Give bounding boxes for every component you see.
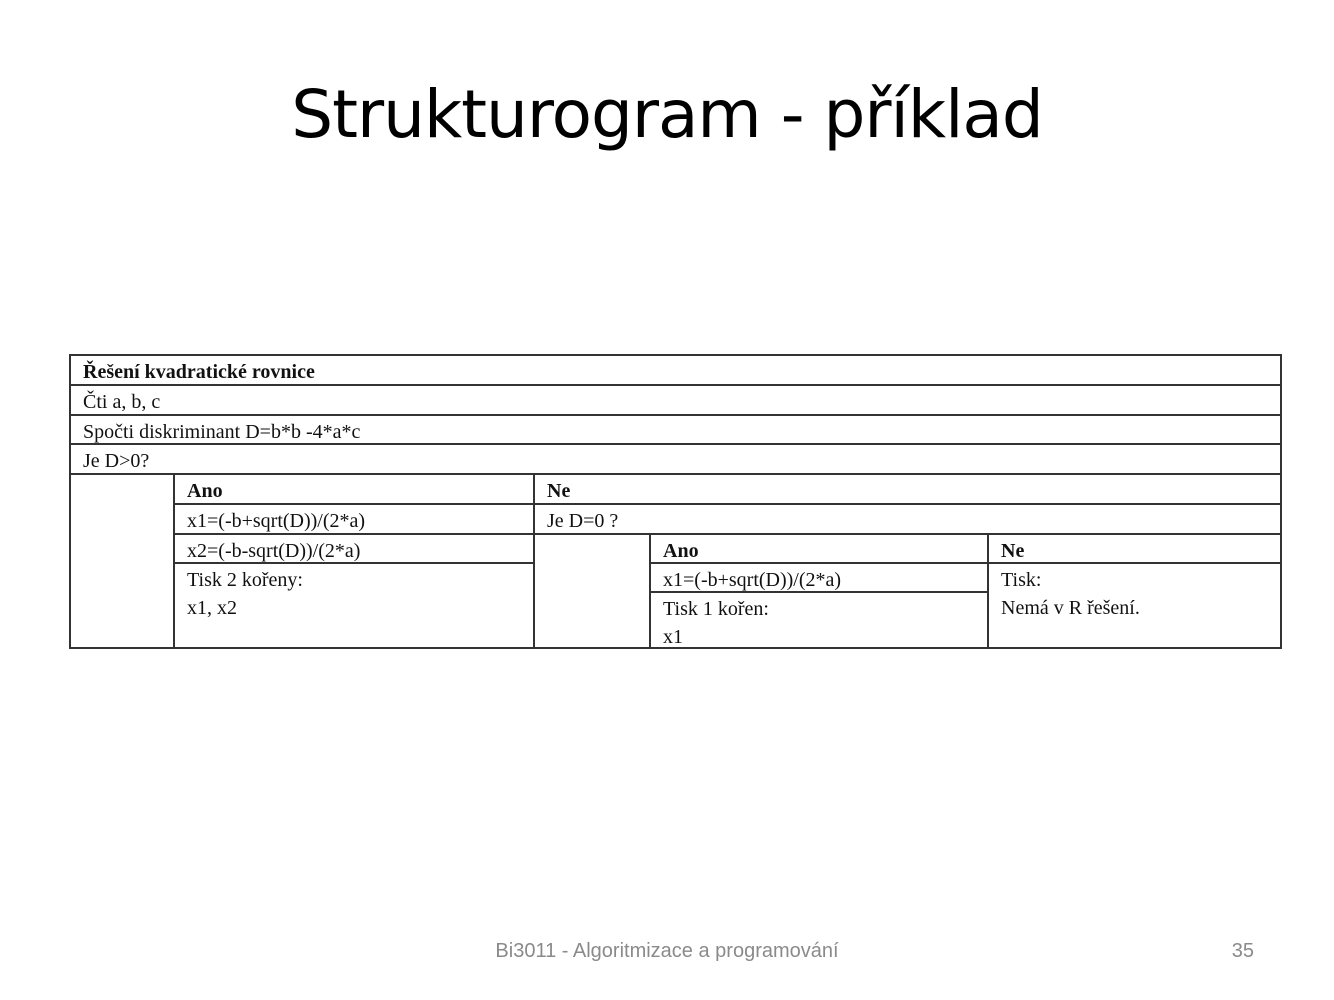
inner-yes-print [649,591,989,649]
slide-footer: Bi3011 - Algoritmizace a programování [495,940,839,962]
outer-yes-label: Ano [173,473,535,505]
page-number: 35 [1231,940,1254,962]
inner-yes-print-line2: x1 [663,626,683,648]
inner-yes-label: Ano [649,533,989,564]
outer-yes-print [173,562,535,649]
slide-title: Strukturogram - příklad [291,76,1043,153]
inner-no-print-line1: Tisk: [1001,569,1042,591]
structogram-heading: Řešení kvadratické rovnice [69,354,1282,386]
inner-no-label: Ne [987,533,1282,564]
inner-no-print-line2: Nemá v R řešení. [1001,597,1140,619]
inner-no-print [987,562,1282,649]
condition-outer: Je D>0? [69,443,1282,475]
inner-indent-block [533,533,651,649]
outer-no-label: Ne [533,473,1282,505]
inner-yes-x1: x1=(-b+sqrt(D))/(2*a) [649,562,989,593]
condition-inner: Je D=0 ? [533,503,1282,535]
structogram [69,354,1282,649]
inner-yes-print-line1: Tisk 1 kořen: [663,598,769,620]
step-read-input: Čti a, b, c [69,384,1282,416]
step-compute-discriminant: Spočti diskriminant D=b*b -4*a*c [69,414,1282,446]
outer-yes-x2: x2=(-b-sqrt(D))/(2*a) [173,533,535,564]
outer-indent-block [69,473,175,649]
outer-yes-x1: x1=(-b+sqrt(D))/(2*a) [173,503,535,535]
outer-yes-print-line2: x1, x2 [187,597,237,619]
outer-yes-print-line1: Tisk 2 kořeny: [187,569,303,591]
